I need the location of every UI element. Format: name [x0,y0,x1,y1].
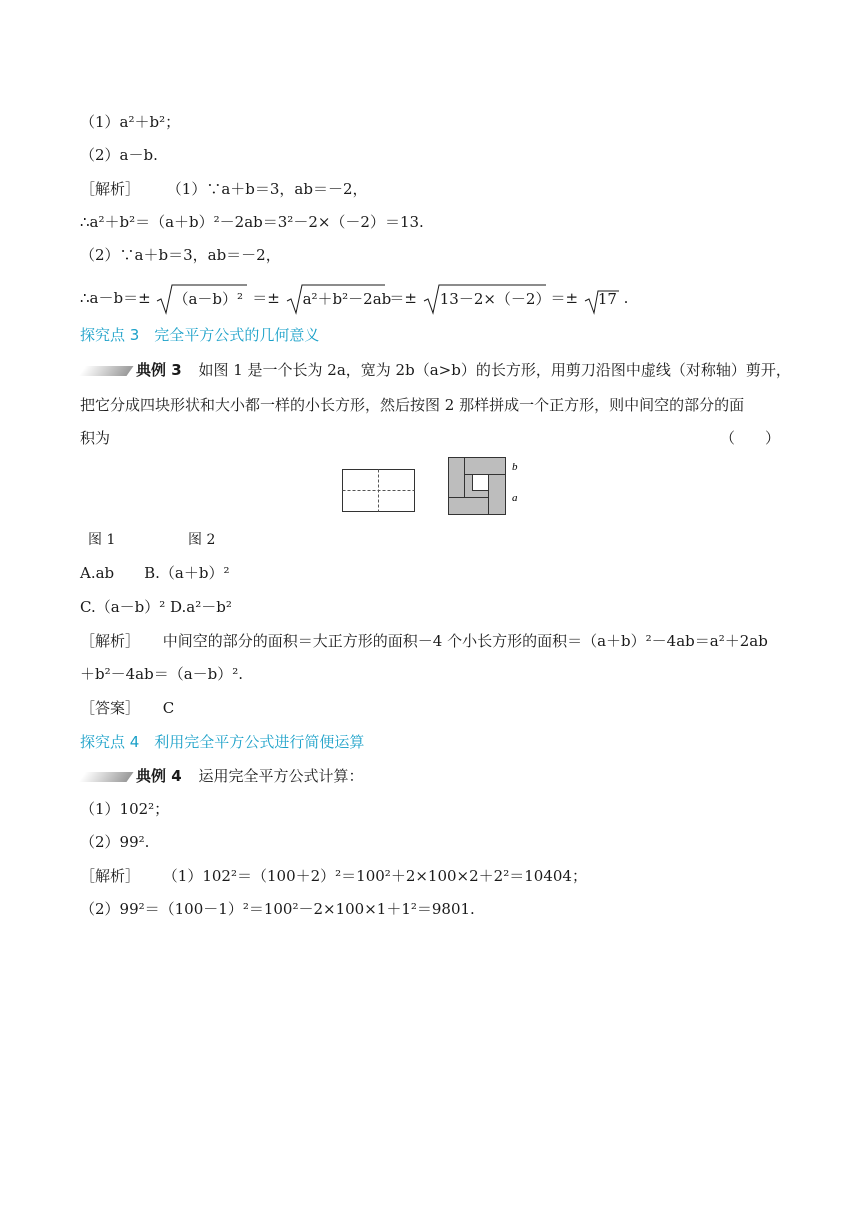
figure-2-square [448,457,528,519]
sqrt-2: a²＋b²－2ab [285,283,385,315]
solution-line: ∴a²＋b²＝（a＋b）²－2ab＝3²－2×（－2）＝13. [80,213,424,231]
options-line: C.（a－b）² D.a²－b² [80,598,232,616]
question-2: （2）a－b. [80,146,158,164]
example-line: 典例 4 运用完全平方公式计算： [80,766,363,786]
question-2: （2）99². [80,833,150,851]
solution-line [80,179,368,199]
figure-1-rectangle [342,469,416,513]
answer-value: C [162,699,175,717]
figure-2-caption: 图 2 [188,532,216,548]
solution-line: （2）∵a＋b＝3，ab＝－2， [80,246,281,264]
radical-line: ∴a－b＝± （a－b）² ＝± a²＋b²－2ab ＝± 13－2×（－2） ＝± 17 . [80,282,628,314]
radical-sign-icon [155,283,247,315]
example-label: 典例 3 [136,361,182,379]
solution-text: （1）∵a＋b＝3，ab＝－2， [166,180,368,198]
answer-blank: （ ） [719,429,780,447]
sqrt-3: 13－2×（－2） [422,283,546,315]
question-1: （1）a²＋b²； [80,113,181,131]
label-b: b [512,461,518,473]
solution-tag: ［解析］ [80,180,141,198]
example-line: 典例 3 如图 1 是一个长为 2a，宽为 2b（a>b）的长方形，用剪刀沿图中虚线（对称轴）剪开， [80,360,791,380]
question-1: （1）102²； [80,800,170,818]
example-text: 把它分成四块形状和大小都一样的小长方形，然后按图 2 那样拼成一个正方形，则中间空的部分的面 [80,396,745,414]
label-a: a [512,492,518,504]
solution-line: （2）99²＝（100－1）²＝100²－2×100×1＋1²＝9801. [80,900,475,918]
example-text: 积为 （ ） [80,429,780,447]
answer-tag: ［答案］ [80,699,141,717]
solution-line: ［解析］ （1）102²＝（100＋2）²＝100²＋2×100×2＋2²＝10404； [80,867,587,885]
answer-line [80,698,174,718]
options-line: A.ab B.（a＋b）² [80,564,230,582]
figure-1-caption: 图 1 [88,532,116,548]
solution-tag: ［解析］ [80,867,141,885]
example-label: 典例 4 [136,767,182,785]
sqrt-4: 17 [583,283,619,315]
radical-sign-icon [285,283,385,315]
solution-tag: ［解析］ [80,632,141,650]
solution-line: ［解析］ 中间空的部分的面积＝大正方形的面积－4 个小长方形的面积＝（a＋b）²－4ab＝a²＋2ab [80,632,768,650]
radical-sign-icon [583,283,619,315]
radical-sign-icon [422,283,546,315]
sqrt-1: （a－b）² [155,283,247,315]
solution-line: ＋b²－4ab＝（a－b）². [80,665,244,683]
section-heading: 探究点 3 完全平方公式的几何意义 [80,326,320,344]
example-ribbon-icon [78,366,133,376]
radical-prefix: ∴a－b＝± [80,289,151,307]
example-ribbon-icon [78,772,133,782]
section-heading: 探究点 4 利用完全平方公式进行简便运算 [80,733,365,751]
